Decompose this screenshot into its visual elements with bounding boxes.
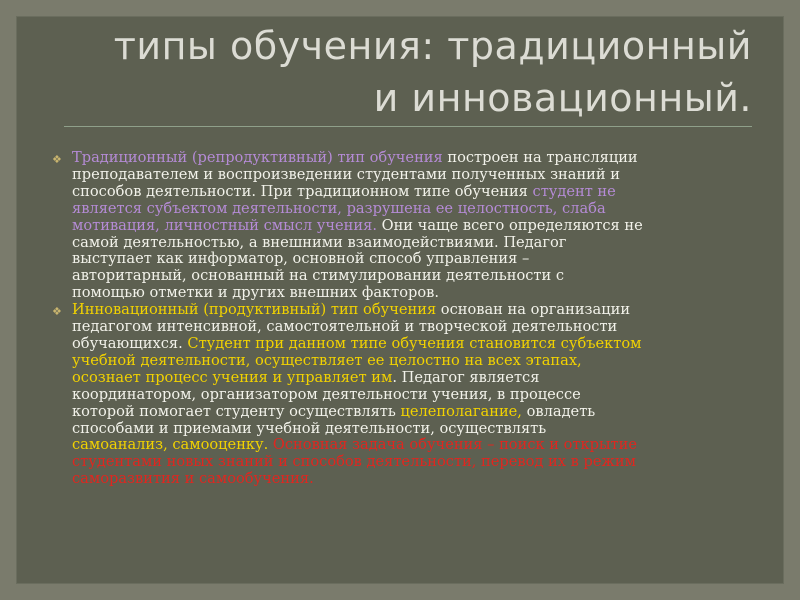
slide-title (40, 20, 752, 124)
text-run: . Педагог является (392, 368, 540, 386)
slide-title-line-2: и инновационный. (373, 76, 752, 120)
text-run: Инновационный (продуктивный) тип обучения (72, 301, 437, 319)
text-run: преподавателем и воспроизведении студентами полученных знаний и (72, 165, 621, 183)
slide-body (52, 150, 764, 488)
text-run: самоанализ, самооценку. (72, 436, 269, 454)
text-run: педагогом интенсивной, самостоятельной и творческой деятельности (72, 318, 618, 336)
title-divider (64, 126, 752, 127)
text-run: Основная задача обучения – поиск и открытие (268, 436, 637, 454)
text-run: учебной деятельности, осуществляет ее целостно на всех этапах, (72, 351, 582, 369)
paragraph-innovative (52, 302, 764, 488)
text-run: построен на трансляции (442, 149, 638, 166)
text-run: мотивация, личностный смысл учения. (72, 216, 377, 234)
text-run: осознает процесс учения и управляет им (72, 368, 393, 386)
paragraph-traditional (52, 150, 764, 302)
paragraph-text (72, 301, 642, 487)
text-run: студентами новых знаний и способов деятельности, перевод их в режим (72, 453, 636, 471)
text-run: овладеть (521, 402, 596, 420)
paragraph-text (72, 149, 643, 301)
slide-title-line-1: типы обучения: традиционный (113, 24, 752, 68)
text-run: помощью отметки и других внешних факторов. (72, 284, 439, 302)
bullet-icon: ❖ (52, 305, 62, 319)
text-run: Студент при данном типе обучения становится субъектом (187, 334, 642, 352)
bullet-icon: ❖ (52, 153, 62, 166)
text-run: которой помогает студенту осуществлять (72, 402, 401, 420)
text-run: координатором, организатором деятельности учения, в процессе (72, 385, 581, 403)
text-run: Традиционный (репродуктивный) тип обучения (72, 149, 443, 166)
text-run: основан на организации (436, 301, 631, 319)
text-run: студент не (532, 182, 616, 200)
text-run: является субъектом деятельности, разрушена ее целостность, слаба (72, 199, 606, 217)
text-run: Они чаще всего определяются не (376, 216, 643, 234)
text-run: авторитарный, основанный на стимулировании деятельности с (72, 267, 565, 285)
text-run: целеполагание, (400, 402, 522, 420)
text-run: саморазвития и самообучения. (72, 470, 314, 488)
text-run: выступает как информатор, основной способ управления – (72, 250, 530, 268)
text-run: обучающихся. (72, 334, 188, 352)
text-run: способами и приемами учебной деятельности, осуществлять (72, 419, 547, 437)
text-run: самой деятельностью, а внешними взаимодействиями. Педагог (72, 233, 567, 251)
text-run: способов деятельности. При традиционном типе обучения (72, 182, 533, 200)
